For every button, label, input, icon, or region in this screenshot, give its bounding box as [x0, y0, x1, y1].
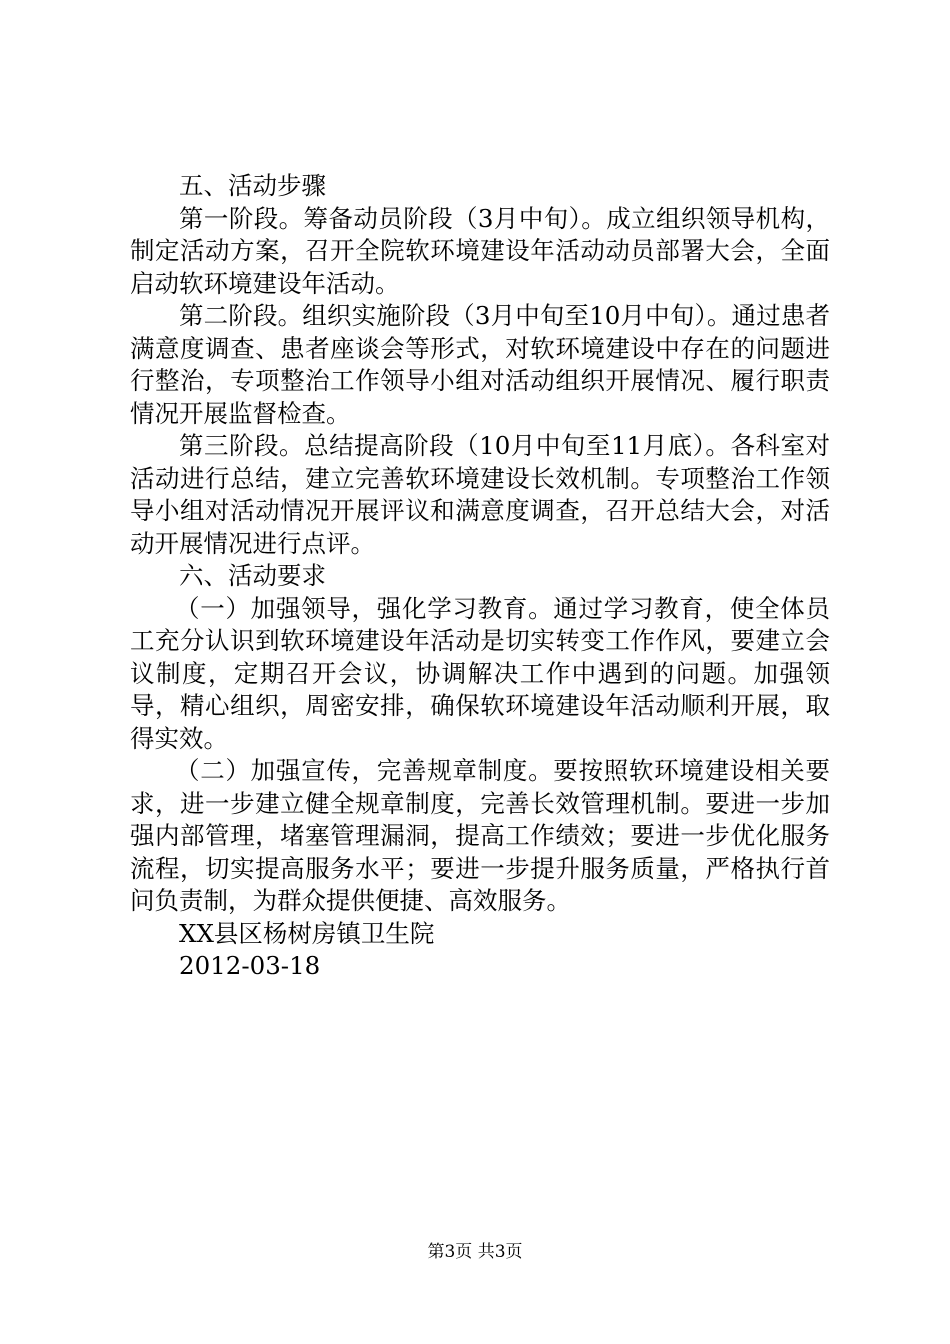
section-heading-activity-steps: 五、活动步骤: [179, 171, 326, 200]
page-footer: [0, 1241, 950, 1263]
signature-organization: XX县区杨树房镇卫生院: [179, 918, 435, 948]
document-body: [130, 170, 830, 983]
paragraph-stage-2: 第二阶段。组织实施阶段（3月中旬至10月中旬）。通过患者满意度调查、患者座谈会等形式，对软环境建设中存在的问题进行整治，专项整治工作领导小组对活动组织开展情况、履行职责情况开展监督检查。: [130, 301, 830, 428]
signature-date: 2012-03-18: [179, 951, 321, 980]
page-number-label: 第3页 共3页: [427, 1242, 523, 1262]
paragraph-stage-3: 第三阶段。总结提高阶段（10月中旬至11月底）。各科室对活动进行总结，建立完善软环境建设长效机制。专项整治工作领导小组对活动情况开展评议和满意度调查，召开总结大会，对活动开展情况进行点评。: [130, 431, 830, 558]
paragraph-requirement-2: （二）加强宣传，完善规章制度。要按照软环境建设相关要求，进一步建立健全规章制度，完善长效管理机制。要进一步加强内部管理，堵塞管理漏洞，提高工作绩效；要进一步优化服务流程，切实提高服务水平；要进一步提升服务质量，严格执行首问负责制，为群众提供便捷、高效服务。: [130, 756, 830, 915]
paragraph-requirement-1: （一）加强领导，强化学习教育。通过学习教育，使全体员工充分认识到软环境建设年活动是切实转变工作作风，要建立会议制度，定期召开会议，协调解决工作中遇到的问题。加强领导，精心组织，周密安排，确保软环境建设年活动顺利开展，取得实效。: [130, 593, 830, 753]
section-heading-activity-requirements: 六、活动要求: [179, 561, 326, 590]
paragraph-stage-1: 第一阶段。筹备动员阶段（3月中旬）。成立组织领导机构，制定活动方案，召开全院软环境建设年活动动员部署大会，全面启动软环境建设年活动。: [130, 203, 830, 298]
